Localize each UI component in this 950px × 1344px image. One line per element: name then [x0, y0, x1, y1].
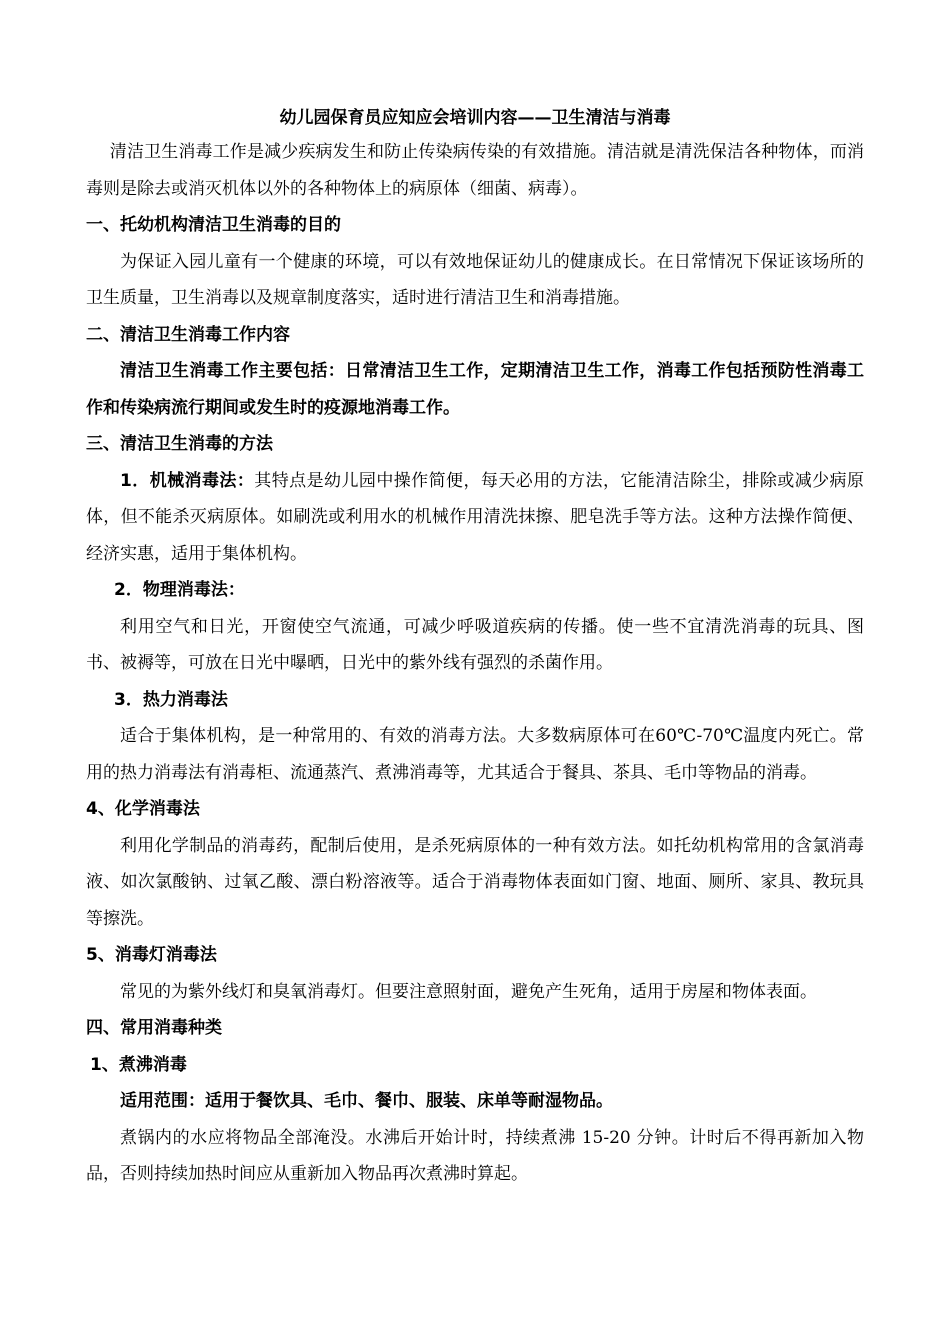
chemical-method-heading: 4、化学消毒法: [86, 799, 200, 819]
section-heading-purpose: 一、托幼机构清洁卫生消毒的目的: [86, 215, 341, 235]
lamp-method-paragraph: 常见的为紫外线灯和臭氧消毒灯。但要注意照射面，避免产生死角，适用于房屋和物体表面。: [120, 981, 817, 1002]
section-heading-methods: 三、清洁卫生消毒的方法: [86, 434, 273, 454]
document-title: 幼儿园保育员应知应会培训内容——卫生清洁与消毒: [279, 108, 671, 128]
boiling-paragraph: 煮锅内的水应将物品全部淹没。水沸后开始计时，持续煮沸 15-20 分钟。计时后不得再新加入物品，否则持续加热时间应从重新加入物品再次煮沸时算起。: [86, 1127, 864, 1184]
section-heading-types: 四、常用消毒种类: [86, 1018, 222, 1038]
intro-paragraph: 清洁卫生消毒工作是减少疾病发生和防止传染病传染的有效措施。清洁就是清洗保洁各种物体，而消毒则是除去或消灭机体以外的各种物体上的病原体（细菌、病毒）。: [86, 142, 864, 199]
thermal-method-heading: 3．热力消毒法: [114, 689, 228, 710]
mechanical-method-text: 其特点是幼儿园中操作简便，每天必用的方法，它能清洁除尘，排除或减少病原体，但不能杀灭病原体。如刷洗或利用水的机械作用清洗抹擦、肥皂洗手等方法。这种方法操作简便、经济实惠，适用于集体机构。: [86, 470, 864, 564]
content-paragraph: 清洁卫生消毒工作主要包括：日常清洁卫生工作，定期清洁卫生工作，消毒工作包括预防性消毒工作和传染病流行期间或发生时的疫源地消毒工作。: [86, 361, 864, 418]
physical-method-paragraph: 利用空气和日光，开窗使空气流通，可减少呼吸道疾病的传播。使一些不宜清洗消毒的玩具、图书、被褥等，可放在日光中曝晒，日光中的紫外线有强烈的杀菌作用。: [86, 616, 864, 673]
physical-method-heading: 2．物理消毒法：: [114, 580, 245, 600]
thermal-method-paragraph: 适合于集体机构，是一种常用的、有效的消毒方法。大多数病原体可在60℃-70℃温度内死亡。常用的热力消毒法有消毒柜、流通蒸汽、煮沸消毒等，尤其适合于餐具、茶具、毛巾等物品的消毒。: [86, 726, 864, 783]
purpose-paragraph: 为保证入园儿童有一个健康的环境，可以有效地保证幼儿的健康成长。在日常情况下保证该场所的卫生质量，卫生消毒以及规章制度落实，适时进行清洁卫生和消毒措施。: [86, 251, 864, 308]
chemical-method-paragraph: 利用化学制品的消毒药，配制后使用，是杀死病原体的一种有效方法。如托幼机构常用的含氯消毒液、如次氯酸钠、过氧乙酸、漂白粉溶液等。适合于消毒物体表面如门窗、地面、厕所、家具、教玩具等擦洗。: [86, 835, 864, 929]
boiling-heading: 1、煮沸消毒: [90, 1054, 187, 1075]
boiling-scope: 适用范围：适用于餐饮具、毛巾、餐巾、服装、床单等耐湿物品。: [120, 1091, 613, 1111]
section-heading-content: 二、清洁卫生消毒工作内容: [86, 324, 290, 345]
mechanical-method-label: 1．机械消毒法：: [120, 470, 255, 491]
lamp-method-heading: 5、消毒灯消毒法: [86, 945, 217, 965]
mechanical-method-paragraph: [86, 463, 864, 573]
document-page: [86, 102, 864, 1193]
